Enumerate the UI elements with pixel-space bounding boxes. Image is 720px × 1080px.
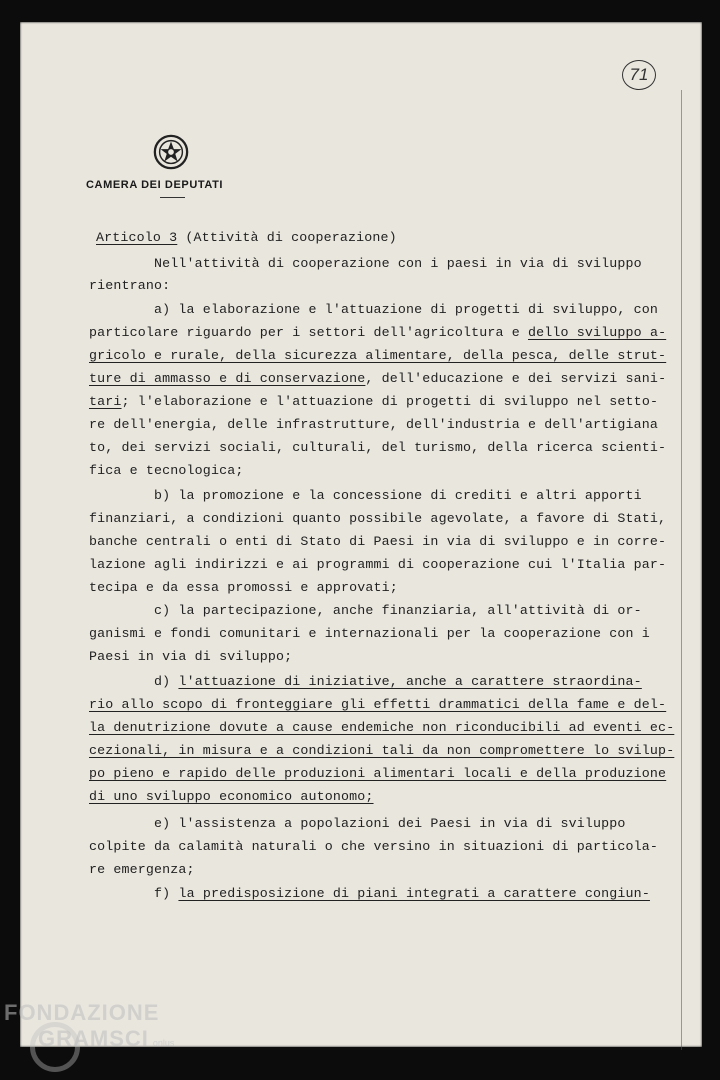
text-line bbox=[89, 534, 666, 549]
line-text: e) l'assistenza a popolazioni dei Paesi in via di sviluppo bbox=[89, 816, 626, 831]
institution-heading: CAMERA DEI DEPUTATI bbox=[86, 179, 224, 191]
article-title bbox=[96, 230, 397, 245]
underlined-text: rio allo scopo di fronteggiare gli effetti drammatici della fame e del- bbox=[89, 697, 667, 712]
watermark-suffix: onlus bbox=[152, 1038, 175, 1048]
underlined-text: di uno sviluppo economico autonomo; bbox=[89, 789, 374, 804]
underlined-text: po pieno e rapido delle produzioni alimentari locali e della produzione bbox=[89, 766, 667, 781]
line-text: c) la partecipazione, anche finanziaria, all'attività di or- bbox=[89, 603, 642, 618]
text-line bbox=[89, 256, 642, 271]
underlined-text: gricolo e rurale, della sicurezza alimentare, della pesca, delle strut- bbox=[89, 348, 667, 363]
text-line bbox=[89, 720, 674, 735]
line-text: particolare riguardo per i settori dell'agricoltura e bbox=[89, 325, 528, 340]
underlined-text: tari bbox=[89, 394, 122, 409]
line-text: , dell'educazione e dei servizi sani- bbox=[365, 371, 667, 386]
text-line bbox=[89, 394, 658, 409]
text-line bbox=[89, 417, 658, 432]
line-text: colpite da calamità naturali o che versino in situazioni di particola- bbox=[89, 839, 659, 854]
line-text: Paesi in via di sviluppo; bbox=[89, 649, 293, 664]
line-text: f) bbox=[89, 886, 179, 901]
line-text: banche centrali o enti di Stato di Paesi in via di sviluppo e in corre- bbox=[89, 534, 667, 549]
line-text: to, dei servizi sociali, culturali, del turismo, della ricerca scienti- bbox=[89, 440, 667, 455]
text-line bbox=[89, 766, 666, 781]
text-line bbox=[89, 325, 666, 340]
text-line bbox=[89, 371, 666, 386]
text-line bbox=[89, 839, 658, 854]
text-line bbox=[89, 557, 666, 572]
article-subject: (Attività di cooperazione) bbox=[177, 230, 397, 245]
text-line bbox=[89, 626, 650, 641]
watermark-line2: GRAMSCI bbox=[38, 1026, 149, 1051]
line-text: ganismi e fondi comunitari e internazionali per la cooperazione con i bbox=[89, 626, 650, 641]
text-line bbox=[89, 511, 666, 526]
watermark bbox=[4, 1000, 174, 1056]
line-text: re emergenza; bbox=[89, 862, 195, 877]
text-line bbox=[89, 463, 243, 478]
republic-emblem-icon bbox=[152, 133, 190, 171]
text-line bbox=[89, 743, 674, 758]
line-text: b) la promozione e la concessione di crediti e altri apporti bbox=[89, 488, 642, 503]
text-line bbox=[89, 789, 374, 804]
text-line bbox=[89, 278, 170, 293]
underlined-text: ture di ammasso e di conservazione bbox=[89, 371, 366, 386]
page-number-stamp: 71 bbox=[622, 60, 656, 90]
line-text: a) la elaborazione e l'attuazione di progetti di sviluppo, con bbox=[89, 302, 659, 317]
underlined-text: la predisposizione di piani integrati a carattere congiun- bbox=[178, 886, 650, 901]
text-line bbox=[89, 488, 642, 503]
text-line bbox=[89, 886, 650, 901]
underlined-text: l'attuazione di iniziative, anche a carattere straordina- bbox=[178, 674, 642, 689]
text-line bbox=[89, 697, 666, 712]
underlined-text: cezionali, in misura e a condizioni tali da non compromettere lo svilup- bbox=[89, 743, 675, 758]
underlined-text: la denutrizione dovute a cause endemiche non riconducibili ad eventi ec- bbox=[89, 720, 675, 735]
text-line bbox=[89, 603, 642, 618]
line-text: rientrano: bbox=[89, 278, 171, 293]
line-text: lazione agli indirizzi e ai programmi di cooperazione cui l'Italia par- bbox=[89, 557, 667, 572]
text-line bbox=[89, 302, 658, 317]
article-number: Articolo 3 bbox=[96, 230, 178, 245]
line-text: ; l'elaborazione e l'attuazione di progetti di sviluppo nel setto- bbox=[121, 394, 659, 409]
line-text: finanziari, a condizioni quanto possibile agevolate, a favore di Stati, bbox=[89, 511, 667, 526]
heading-rule bbox=[160, 197, 185, 198]
watermark-line1: FONDAZIONE bbox=[4, 1000, 160, 1025]
text-line bbox=[89, 440, 666, 455]
text-line bbox=[89, 580, 398, 595]
text-line bbox=[89, 348, 666, 363]
text-line bbox=[89, 674, 642, 689]
line-text: Nell'attività di cooperazione con i paesi in via di sviluppo bbox=[89, 256, 642, 271]
underlined-text: dello sviluppo a- bbox=[528, 325, 667, 340]
line-text: d) bbox=[89, 674, 179, 689]
text-line bbox=[89, 649, 292, 664]
text-line bbox=[89, 862, 195, 877]
text-line bbox=[89, 816, 626, 831]
margin-rule bbox=[681, 90, 682, 1050]
line-text: re dell'energia, delle infrastrutture, dell'industria e dell'artigiana bbox=[89, 417, 659, 432]
line-text: fica e tecnologica; bbox=[89, 463, 244, 478]
line-text: tecipa e da essa promossi e approvati; bbox=[89, 580, 398, 595]
